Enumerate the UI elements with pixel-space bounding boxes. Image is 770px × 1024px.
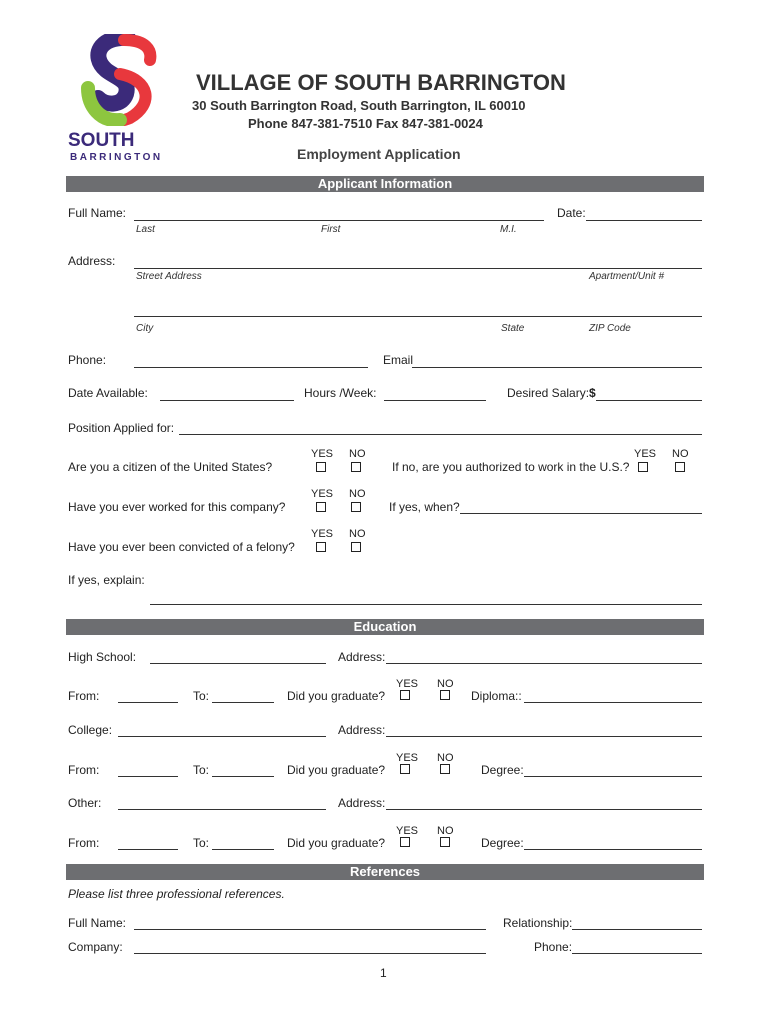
felony-no-label: NO — [349, 528, 366, 540]
section-references: References — [66, 864, 704, 880]
worked-question: Have you ever worked for this company? — [68, 500, 286, 514]
hs-grad-no-checkbox[interactable] — [440, 690, 450, 700]
diploma-label: Diploma:: — [471, 689, 522, 703]
college-grad-yes-checkbox[interactable] — [400, 764, 410, 774]
header-phone: Phone 847-381-7510 Fax 847-381-0024 — [248, 116, 483, 131]
street-address-field[interactable] — [134, 268, 702, 269]
college-label: College: — [68, 723, 113, 737]
last-sublabel: Last — [136, 224, 155, 235]
ref-relationship-label: Relationship: — [503, 916, 573, 930]
authorized-yes-label: YES — [634, 448, 657, 460]
college-grad-no-label: NO — [437, 752, 454, 764]
worked-yes-label: YES — [311, 488, 334, 500]
college-grad-yes-label: YES — [396, 752, 419, 764]
position-field[interactable] — [179, 434, 702, 435]
other-grad-yes-label: YES — [396, 825, 419, 837]
logo-s-icon — [80, 34, 160, 126]
mi-sublabel: M.I. — [500, 224, 517, 235]
college-graduate-label: Did you graduate? — [287, 763, 386, 777]
date-label: Date: — [557, 206, 586, 220]
hours-week-label: Hours /Week: — [304, 386, 377, 400]
logo-word-barrington: BARRINGTON — [70, 152, 163, 163]
logo-word-south: SOUTH — [68, 130, 135, 151]
hs-graduate-label: Did you graduate? — [287, 689, 386, 703]
other-grad-no-checkbox[interactable] — [440, 837, 450, 847]
high-school-address-field[interactable] — [386, 663, 702, 664]
zip-sublabel: ZIP Code — [589, 323, 631, 334]
ref-company-label: Company: — [68, 940, 123, 954]
full-name-label: Full Name: — [68, 206, 127, 220]
other-from-field[interactable] — [118, 849, 178, 850]
other-address-label: Address: — [338, 796, 386, 810]
first-sublabel: First — [321, 224, 341, 235]
citizen-yes-checkbox[interactable] — [316, 462, 326, 472]
felony-yes-checkbox[interactable] — [316, 542, 326, 552]
other-address-field[interactable] — [386, 809, 702, 810]
authorized-yes-checkbox[interactable] — [638, 462, 648, 472]
ref-phone-field[interactable] — [572, 953, 702, 954]
citizen-no-label: NO — [349, 448, 366, 460]
diploma-field[interactable] — [524, 702, 702, 703]
college-to-field[interactable] — [212, 776, 274, 777]
college-address-field[interactable] — [386, 736, 702, 737]
city-state-zip-field[interactable] — [134, 316, 702, 317]
ref-full-name-field[interactable] — [134, 929, 486, 930]
desired-salary-field[interactable] — [596, 400, 702, 401]
phone-label: Phone: — [68, 353, 107, 367]
college-from-label: From: — [68, 763, 100, 777]
city-sublabel: City — [136, 323, 154, 334]
ref-company-field[interactable] — [134, 953, 486, 954]
college-field[interactable] — [118, 736, 326, 737]
date-available-label: Date Available: — [68, 386, 148, 400]
hs-to-field[interactable] — [212, 702, 274, 703]
salary-currency: $ — [589, 386, 596, 400]
college-grad-no-checkbox[interactable] — [440, 764, 450, 774]
college-degree-label: Degree: — [481, 763, 524, 777]
high-school-label: High School: — [68, 650, 137, 664]
felony-no-checkbox[interactable] — [351, 542, 361, 552]
page-title: VILLAGE OF SOUTH BARRINGTON — [196, 70, 566, 95]
other-from-label: From: — [68, 836, 100, 850]
worked-yes-checkbox[interactable] — [316, 502, 326, 512]
hs-from-label: From: — [68, 689, 100, 703]
college-address-label: Address: — [338, 723, 386, 737]
hs-to-label: To: — [193, 689, 210, 703]
other-degree-field[interactable] — [524, 849, 702, 850]
worked-no-label: NO — [349, 488, 366, 500]
college-from-field[interactable] — [118, 776, 178, 777]
section-education: Education — [66, 619, 704, 635]
references-note: Please list three professional references. — [68, 887, 285, 901]
email-field[interactable] — [412, 367, 702, 368]
full-name-field[interactable] — [134, 220, 544, 221]
street-sublabel: Street Address — [136, 271, 202, 282]
hs-grad-yes-label: YES — [396, 678, 419, 690]
other-label: Other: — [68, 796, 102, 810]
ref-full-name-label: Full Name: — [68, 916, 127, 930]
date-field[interactable] — [586, 220, 702, 221]
address-label: Address: — [68, 254, 116, 268]
desired-salary-text: Desired Salary: — [507, 386, 590, 400]
other-grad-yes-checkbox[interactable] — [400, 837, 410, 847]
authorized-question: If no, are you authorized to work in the U.S.? — [392, 460, 630, 474]
felony-yes-label: YES — [311, 528, 334, 540]
high-school-field[interactable] — [150, 663, 326, 664]
other-to-label: To: — [193, 836, 210, 850]
other-degree-label: Degree: — [481, 836, 524, 850]
worked-when-field[interactable] — [460, 513, 702, 514]
worked-no-checkbox[interactable] — [351, 502, 361, 512]
felony-question: Have you ever been convicted of a felony? — [68, 540, 295, 554]
high-school-address-label: Address: — [338, 650, 386, 664]
citizen-yes-label: YES — [311, 448, 334, 460]
hs-from-field[interactable] — [118, 702, 178, 703]
apt-sublabel: Apartment/Unit # — [589, 271, 665, 282]
citizen-no-checkbox[interactable] — [351, 462, 361, 472]
authorized-no-label: NO — [672, 448, 689, 460]
section-applicant-information: Applicant Information — [66, 176, 704, 192]
email-label: Email — [383, 353, 414, 367]
hours-week-field[interactable] — [384, 400, 486, 401]
explain-field[interactable] — [150, 604, 702, 605]
college-to-label: To: — [193, 763, 210, 777]
state-sublabel: State — [501, 323, 525, 334]
phone-field[interactable] — [134, 367, 368, 368]
other-to-field[interactable] — [212, 849, 274, 850]
page-number: 1 — [380, 966, 387, 980]
ref-phone-label: Phone: — [534, 940, 573, 954]
ref-relationship-field[interactable] — [572, 929, 702, 930]
date-available-field[interactable] — [160, 400, 294, 401]
logo — [62, 34, 177, 164]
other-grad-no-label: NO — [437, 825, 454, 837]
hs-grad-yes-checkbox[interactable] — [400, 690, 410, 700]
form-title: Employment Application — [297, 146, 461, 162]
citizen-question: Are you a citizen of the United States? — [68, 460, 273, 474]
worked-when-label: If yes, when? — [389, 500, 460, 514]
position-label: Position Applied for: — [68, 421, 175, 435]
other-field[interactable] — [118, 809, 326, 810]
explain-label: If yes, explain: — [68, 573, 145, 587]
hs-grad-no-label: NO — [437, 678, 454, 690]
authorized-no-checkbox[interactable] — [675, 462, 685, 472]
header-address: 30 South Barrington Road, South Barrington, IL 60010 — [192, 98, 526, 113]
other-graduate-label: Did you graduate? — [287, 836, 386, 850]
desired-salary-label — [507, 386, 596, 400]
college-degree-field[interactable] — [524, 776, 702, 777]
